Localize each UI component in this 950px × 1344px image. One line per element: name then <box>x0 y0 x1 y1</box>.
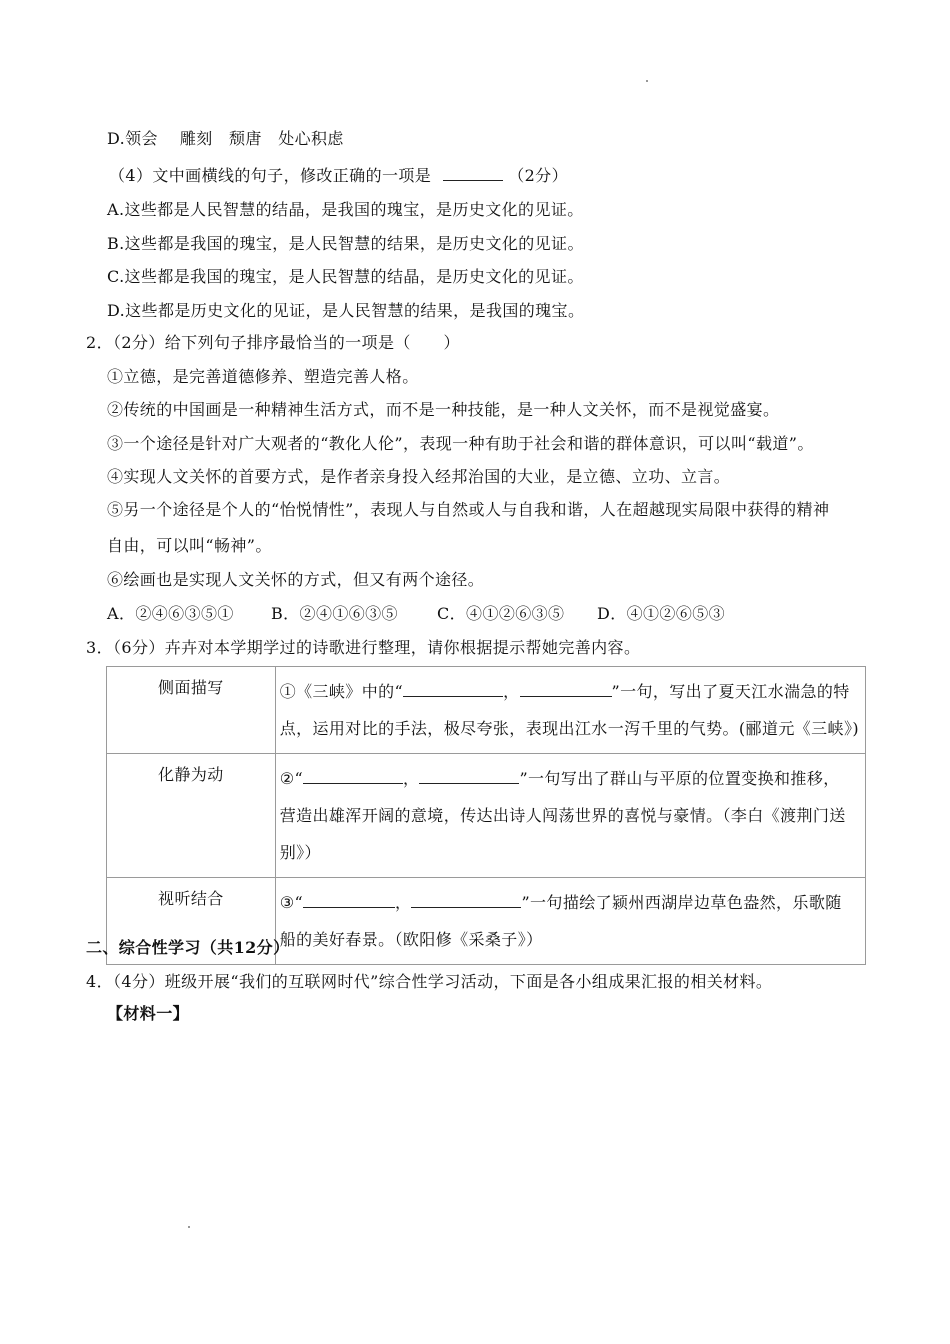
q2-sentence-5-cont: 自由，可以叫“畅神”。 <box>107 536 272 555</box>
content-text: 船的美好春景。（欧阳修《采桑子》） <box>279 930 543 949</box>
section-2-heading: 二、综合性学习（共12分） <box>86 938 290 957</box>
sub4-option-b: B.这些都是我国的瑰宝，是人民智慧的结果，是历史文化的见证。 <box>107 234 584 253</box>
row-label-sight-sound: 视听结合 <box>107 878 276 965</box>
content-text: ， <box>503 682 520 701</box>
content-text: ， <box>395 893 412 912</box>
sub4-answer-blank[interactable] <box>443 164 503 181</box>
q2-sentence-6: ⑥绘画也是实现人文关怀的方式，但又有两个途径。 <box>107 570 485 589</box>
q2-stem: 2．（2分）给下列句子排序最恰当的一项是（ ） <box>86 333 460 352</box>
answer-blank[interactable] <box>411 891 521 908</box>
row-content <box>275 878 865 965</box>
content-text: ”一句写出了群山与平原的位置变换和推移， <box>519 769 840 788</box>
q2-option-d[interactable]: D．④①②⑥⑤③ <box>597 604 726 623</box>
content-text: 点，运用对比的手法，极尽夸张，表现出江水一泻千里的气势。(郦道元《三峡》) <box>279 719 859 738</box>
poetry-table <box>106 666 866 965</box>
row-label-side-description: 侧面描写 <box>107 667 276 754</box>
q4-stem: 4．（4分）班级开展“我们的互联网时代”综合性学习活动，下面是各小组成果汇报的相关材料。 <box>86 972 773 991</box>
q2-option-c[interactable]: C．④①②⑥③⑤ <box>437 604 565 623</box>
answer-blank[interactable] <box>303 891 395 908</box>
content-text: 别》） <box>279 843 321 862</box>
sub4-option-c: C.这些都是我国的瑰宝，是人民智慧的结晶，是历史文化的见证。 <box>107 267 584 286</box>
q2-sentence-5: ⑤另一个途径是个人的“怡悦情性”，表现人与自然或人与自我和谐，人在超越现实局限中获得的精神 <box>107 500 830 519</box>
content-text: ③“ <box>279 893 304 912</box>
content-text: ”一句，写出了夏天江水湍急的特 <box>611 682 850 701</box>
q1-sub4-stem <box>109 164 568 187</box>
content-text: ①《三峡》中的“ <box>279 682 404 701</box>
q2-sentence-1: ①立德，是完善道德修养、塑造完善人格。 <box>107 367 419 386</box>
q2-option-b[interactable]: B．②④①⑥③⑤ <box>271 604 398 623</box>
row-label-static-to-dynamic: 化静为动 <box>107 754 276 878</box>
content-text: ， <box>403 769 420 788</box>
sub4-option-d: D.这些都是历史文化的见证，是人民智慧的结果，是我国的瑰宝。 <box>107 301 585 320</box>
row-content <box>275 667 865 754</box>
q1-option-d: D.领会 雕刻 颓唐 处心积虑 <box>107 129 344 148</box>
sub4-stem-text: （4）文中画横线的句子，修改正确的一项是 <box>109 166 432 185</box>
row-content <box>275 754 865 878</box>
answer-blank[interactable] <box>419 767 519 784</box>
content-text: 营造出雄浑开阔的意境，传达出诗人闯荡世界的喜悦与豪情。（李白《渡荆门送 <box>279 806 846 825</box>
table-row <box>107 754 866 878</box>
sub4-option-a: A.这些都是人民智慧的结晶，是我国的瑰宝，是历史文化的见证。 <box>107 200 584 219</box>
table-row <box>107 667 866 754</box>
q3-stem: 3．（6分）卉卉对本学期学过的诗歌进行整理，请你根据提示帮她完善内容。 <box>86 638 641 657</box>
q2-sentence-3: ③一个途径是针对广大观者的“教化人伦”，表现一种有助于社会和谐的群体意识，可以叫“载道”。 <box>107 434 814 453</box>
scan-dot-bottom <box>188 1226 190 1228</box>
q2-option-a[interactable]: A．②④⑥③⑤① <box>107 604 234 623</box>
sub4-score: （2分） <box>508 166 568 185</box>
answer-blank[interactable] <box>303 767 403 784</box>
answer-blank[interactable] <box>520 680 612 697</box>
content-text: ②“ <box>279 769 304 788</box>
answer-blank[interactable] <box>403 680 503 697</box>
q2-sentence-4: ④实现人文关怀的首要方式，是作者亲身投入经邦治国的大业，是立德、立功、立言。 <box>107 467 731 486</box>
content-text: ”一句描绘了颍州西湖岸边草色盎然，乐歌随 <box>521 893 842 912</box>
material-one-label: 【材料一】 <box>107 1004 190 1023</box>
scan-dot-top <box>646 80 648 82</box>
q2-sentence-2: ②传统的中国画是一种精神生活方式，而不是一种技能，是一种人文关怀，而不是视觉盛宴。 <box>107 400 780 419</box>
